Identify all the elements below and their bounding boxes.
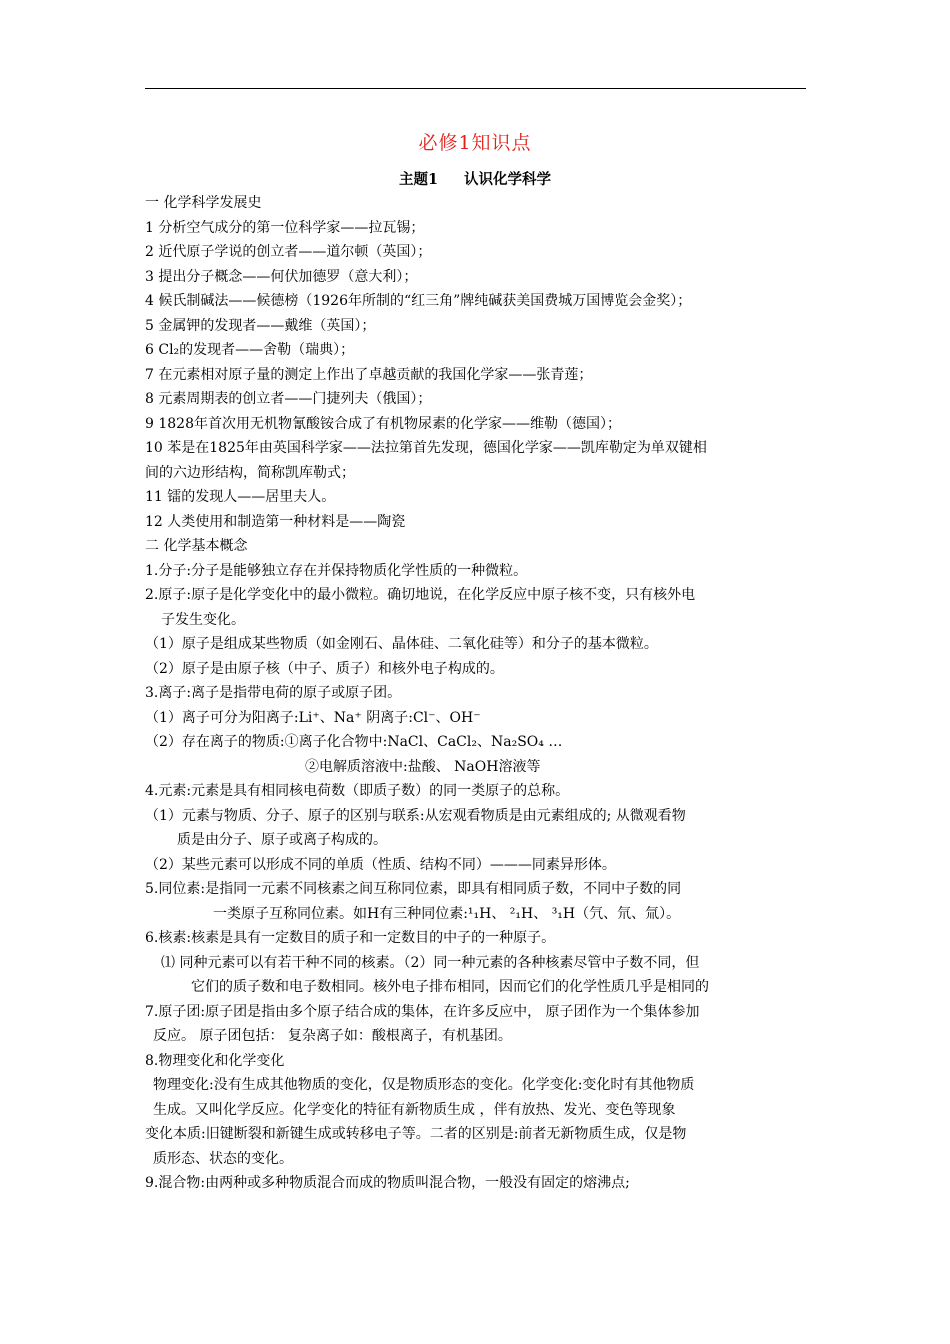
text-line: 11 镭的发现人——居里夫人。 xyxy=(145,489,336,505)
text-line: （2）存在离子的物质:①离子化合物中:NaCl、CaCl₂、Na₂SO₄ … xyxy=(145,734,563,750)
text-line: 4 候氏制碱法——候德榜（1926年所制的“红三角”牌纯碱获美国费城万国博览会金奖）； xyxy=(145,293,692,309)
section-heading: 一 化学科学发展史 xyxy=(145,195,262,211)
text-line: 4.元素:元素是具有相同核电荷数（即质子数）的同一类原子的总称。 xyxy=(145,783,570,799)
text-line: 8.物理变化和化学变化 xyxy=(145,1052,285,1069)
topic-number: 主题1 xyxy=(398,171,439,188)
text-line: ⑴ 同种元素可以有若干种不同的核素。（2）同一种元素的各种核素尽管中子数不同，但 xyxy=(161,954,700,971)
text-line: 变化本质:旧键断裂和新键生成或转移电子等。二者的区别是:前者无新物质生成，仅是物 xyxy=(145,1126,687,1142)
page-title: 必修1知识点 xyxy=(418,132,532,154)
text-line: 7 在元素相对原子量的测定上作出了卓越贡献的我国化学家——张青莲； xyxy=(145,366,593,383)
text-line: 6 Cl₂的发现者——舍勒（瑞典）； xyxy=(145,342,355,358)
text-line: （2）原子是由原子核（中子、质子）和核外电子构成的。 xyxy=(145,660,504,677)
section-heading: 二 化学基本概念 xyxy=(145,538,248,554)
text-line: 子发生变化。 xyxy=(161,611,245,628)
text-line: （1）离子可分为阳离子:Li⁺、Na⁺ 阴离子:Cl⁻、OH⁻ xyxy=(145,709,481,726)
text-line: 5 金属钾的发现者——戴维（英国）； xyxy=(145,317,376,334)
text-line: 9 1828年首次用无机物氰酸铵合成了有机物尿素的化学家——维勒（德国）； xyxy=(145,415,621,432)
text-line: 质形态、状态的变化。 xyxy=(153,1150,293,1167)
text-line: 12 人类使用和制造第一种材料是——陶瓷 xyxy=(145,513,406,530)
text-line: 8 元素周期表的创立者——门捷列夫（俄国）； xyxy=(145,391,432,407)
text-line: 10 苯是在1825年由英国科学家——法拉第首先发现，德国化学家——凯库勒定为单双键相 xyxy=(145,440,707,456)
text-line: 一类原子互称同位素。如H有三种同位素:¹₁H、 ²₁H、 ³₁H（氕、氘、氚）。 xyxy=(213,905,681,922)
text-line: 1 分析空气成分的第一位科学家——拉瓦锡； xyxy=(145,219,425,236)
text-line: （1）原子是组成某些物质（如金刚石、晶体硅、二氧化硅等）和分子的基本微粒。 xyxy=(145,636,658,652)
text-line: （2）某些元素可以形成不同的单质（性质、结构不同）———同素异形体。 xyxy=(145,856,616,873)
document-body xyxy=(145,191,810,1196)
text-line: 反应。 原子团包括： 复杂离子如：酸根离子，有机基团。 xyxy=(153,1028,512,1044)
text-line: 2.原子:原子是化学变化中的最小微粒。确切地说，在化学反应中原子核不变，只有核外电 xyxy=(145,587,696,603)
text-line: 3.离子:离子是指带电荷的原子或原子团。 xyxy=(145,685,402,701)
text-line: （1）元素与物质、分子、原子的区别与联系:从宏观看物质是由元素组成的; 从微观看物 xyxy=(145,807,686,824)
section-subtitle xyxy=(0,168,950,189)
text-line: 1.分子:分子是能够独立存在并保持物质化学性质的一种微粒。 xyxy=(145,562,528,579)
text-line: 9.混合物:由两种或多种物质混合而成的物质叫混合物，一般没有固定的熔沸点; xyxy=(145,1175,630,1191)
text-line: ②电解质溶液中:盐酸、 NaOH溶液等 xyxy=(305,758,541,775)
text-line: 7.原子团:原子团是指由多个原子结合成的集体，在许多反应中， 原子团作为一个集体参加 xyxy=(145,1003,700,1020)
header-rule xyxy=(145,88,806,89)
text-line: 间的六边形结构，简称凯库勒式； xyxy=(145,464,355,481)
text-line: 2 近代原子学说的创立者——道尔顿（英国）； xyxy=(145,244,432,260)
text-line: 物理变化:没有生成其他物质的变化，仅是物质形态的变化。化学变化:变化时有其他物质 xyxy=(153,1077,695,1093)
text-line: 它们的质子数和电子数相同。核外电子排布相同，因而它们的化学性质几乎是相同的 xyxy=(191,979,709,995)
text-line: 质是由分子、原子或离子构成的。 xyxy=(177,832,387,848)
text-line: 3 提出分子概念——何伏加德罗（意大利）； xyxy=(145,268,418,285)
topic-name: 认识化学科学 xyxy=(464,171,552,188)
text-line: 5.同位素:是指同一元素不同核素之间互称同位素，即具有相同质子数，不同中子数的同 xyxy=(145,881,682,897)
text-line: 生成。又叫化学反应。化学变化的特征有新物质生成 ，伴有放热、发光、变色等现象 xyxy=(153,1101,676,1118)
text-line: 6.核素:核素是具有一定数目的质子和一定数目的中子的一种原子。 xyxy=(145,930,556,946)
